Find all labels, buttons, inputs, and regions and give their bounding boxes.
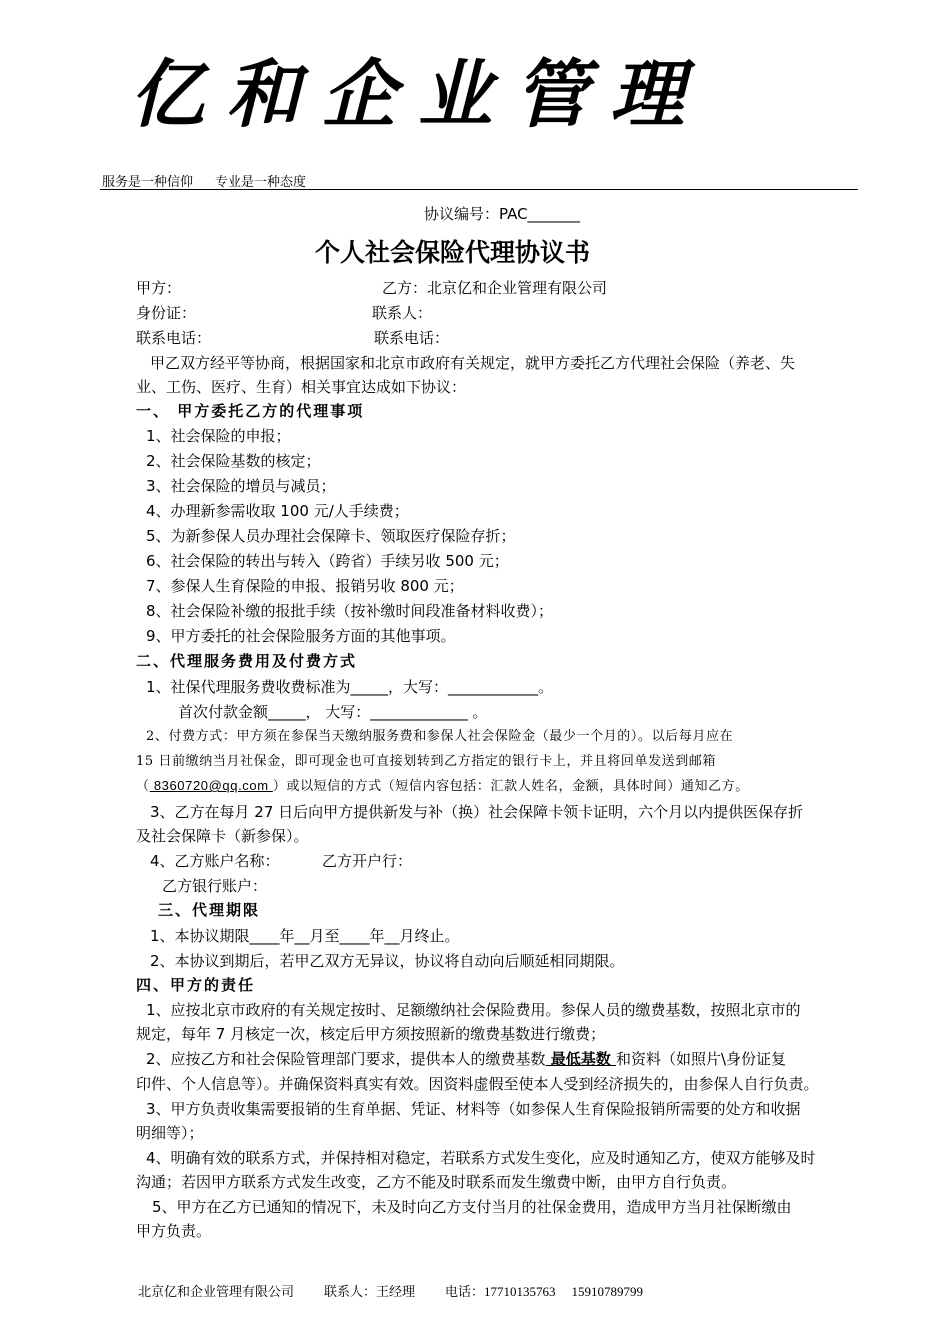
party-b: 乙方：北京亿和企业管理有限公司 [382, 279, 608, 297]
document-title: 个人社会保险代理协议书 [314, 238, 590, 267]
section-1-item: 5、为新参保人员办理社会保障卡、领取医疗保险存折； [146, 527, 516, 545]
payment-method-line-2: 15 日前缴纳当月社保金，即可现金也可直接划转到乙方指定的银行卡上，并且将回单发送到邮箱 [136, 754, 717, 769]
slogan [102, 171, 306, 190]
phone-b: 联系电话： [374, 329, 450, 347]
bank-account: 乙方银行账户： [162, 877, 268, 895]
account-name: 4、乙方账户名称： [150, 852, 280, 870]
phone-a: 联系电话： [136, 329, 212, 347]
section-1-heading: 一、 甲方委托乙方的代理事项 [136, 402, 365, 420]
responsibility-3-line-2: 明细等）； [136, 1124, 204, 1142]
section-1-item: 1、社会保险的申报； [146, 427, 291, 445]
section-3-heading: 三、代理期限 [158, 901, 261, 919]
section-1-item: 3、社会保险的增员与减员； [146, 477, 336, 495]
intro-line-2: 业、工伤、医疗、生育）相关事宜达成如下协议： [136, 378, 467, 396]
party-a: 甲方： [136, 279, 182, 297]
payment-method-tail: ）或以短信的方式（短信内容包括：汇款人姓名，金额，具体时间）通知乙方。 [272, 779, 749, 794]
first-payment: 首次付款金额_____， 大写：_____________ 。 [178, 703, 488, 721]
section-1-item: 7、参保人生育保险的申报、报销另收 800 元； [146, 577, 464, 595]
section-1-item: 4、办理新参需收取 100 元/人手续费； [146, 502, 409, 520]
email-address: 8360720@qq.com [149, 778, 273, 793]
responsibility-5-line-2: 甲方负责。 [136, 1222, 212, 1240]
responsibility-4-line-2: 沟通；若因甲方联系方式发生改变，乙方不能及时联系而发生缴费中断，由甲方自行负责。 [136, 1173, 737, 1191]
bank-name: 乙方开户行： [322, 852, 413, 870]
slogan-professional: 专业是一种态度 [215, 175, 307, 190]
section-1-item: 9、甲方委托的社会保险服务方面的其他事项。 [146, 627, 456, 645]
minimum-base: 最低基数 [545, 1050, 616, 1068]
footer-contact: 联系人：王经理 [324, 1285, 416, 1300]
payment-method-line-3 [136, 775, 749, 794]
responsibility-5-line-1: 5、甲方在乙方已通知的情况下，未及时向乙方支付当月的社保金费用，造成甲方当月社保断缴由 [152, 1198, 792, 1216]
paren-open: （ [136, 779, 150, 794]
section-1-item: 2、社会保险基数的核定； [146, 452, 321, 470]
footer-phone-2: 15910789799 [571, 1284, 644, 1299]
company-logo: 亿和企业管理 [130, 52, 706, 138]
footer-phone-label: 电话： [445, 1285, 485, 1300]
agreement-number: 协议编号：PAC_______ [424, 205, 581, 223]
header-divider [100, 189, 858, 190]
footer-company: 北京亿和企业管理有限公司 [138, 1285, 295, 1300]
term-item-2: 2、本协议到期后，若甲乙双方无异议，协议将自动向后顺延相同期限。 [150, 952, 625, 970]
fee-standard: 1、社保代理服务费收费标准为_____，大写：____________。 [146, 678, 554, 696]
slogan-service: 服务是一种信仰 [102, 175, 194, 190]
section-4-heading: 四、甲方的责任 [136, 976, 256, 994]
card-line-1: 3、乙方在每月 27 日后向甲方提供新发与补（换）社会保障卡领卡证明，六个月以内提供医保存折 [150, 803, 804, 821]
footer-phone-1: 17710135763 [484, 1284, 556, 1299]
responsibility-3-line-1: 3、甲方负责收集需要报销的生育单据、凭证、材料等（如参保人生育保险报销所需要的处方和收据 [146, 1100, 801, 1118]
responsibility-2-line-1 [146, 1047, 786, 1071]
responsibility-1-line-2: 规定，每年 7 月核定一次，核定后甲方须按照新的缴费基数进行缴费； [136, 1025, 606, 1043]
id-card: 身份证： [136, 304, 197, 322]
responsibility-2-pre: 2、应按乙方和社会保险管理部门要求，提供本人的缴费基数 [146, 1050, 546, 1068]
section-1-item: 6、社会保险的转出与转入（跨省）手续另收 500 元； [146, 552, 509, 570]
section-1-item: 8、社会保险补缴的报批手续（按补缴时间段准备材料收费）； [146, 602, 554, 620]
term-item-1: 1、本协议期限____年__月至____年__月终止。 [150, 927, 460, 945]
footer [138, 1281, 643, 1300]
section-2-heading: 二、代理服务费用及付费方式 [136, 652, 358, 670]
card-line-2: 及社会保障卡（新参保）。 [136, 827, 309, 845]
responsibility-4-line-1: 4、明确有效的联系方式，并保持相对稳定，若联系方式发生变化，应及时通知乙方，使双方能够及时 [146, 1149, 816, 1167]
contact-person: 联系人： [372, 304, 433, 322]
responsibility-1-line-1: 1、应按北京市政府的有关规定按时、足额缴纳社会保险费用。参保人员的缴费基数，按照北京市的 [146, 1001, 801, 1019]
payment-method-line-1: 2、付费方式：甲方须在参保当天缴纳服务费和参保人社会保险金（最少一个月的）。以后每月应在 [146, 729, 734, 744]
intro-line-1: 甲乙双方经平等协商，根据国家和北京市政府有关规定，就甲方委托乙方代理社会保险（养老、失 [150, 354, 796, 372]
responsibility-2-post: 和资料（如照片\身份证复 [616, 1050, 787, 1068]
responsibility-2-line-2: 印件、个人信息等）。并确保资料真实有效。因资料虚假至使本人受到经济损失的，由参保人自行负责。 [136, 1075, 819, 1093]
